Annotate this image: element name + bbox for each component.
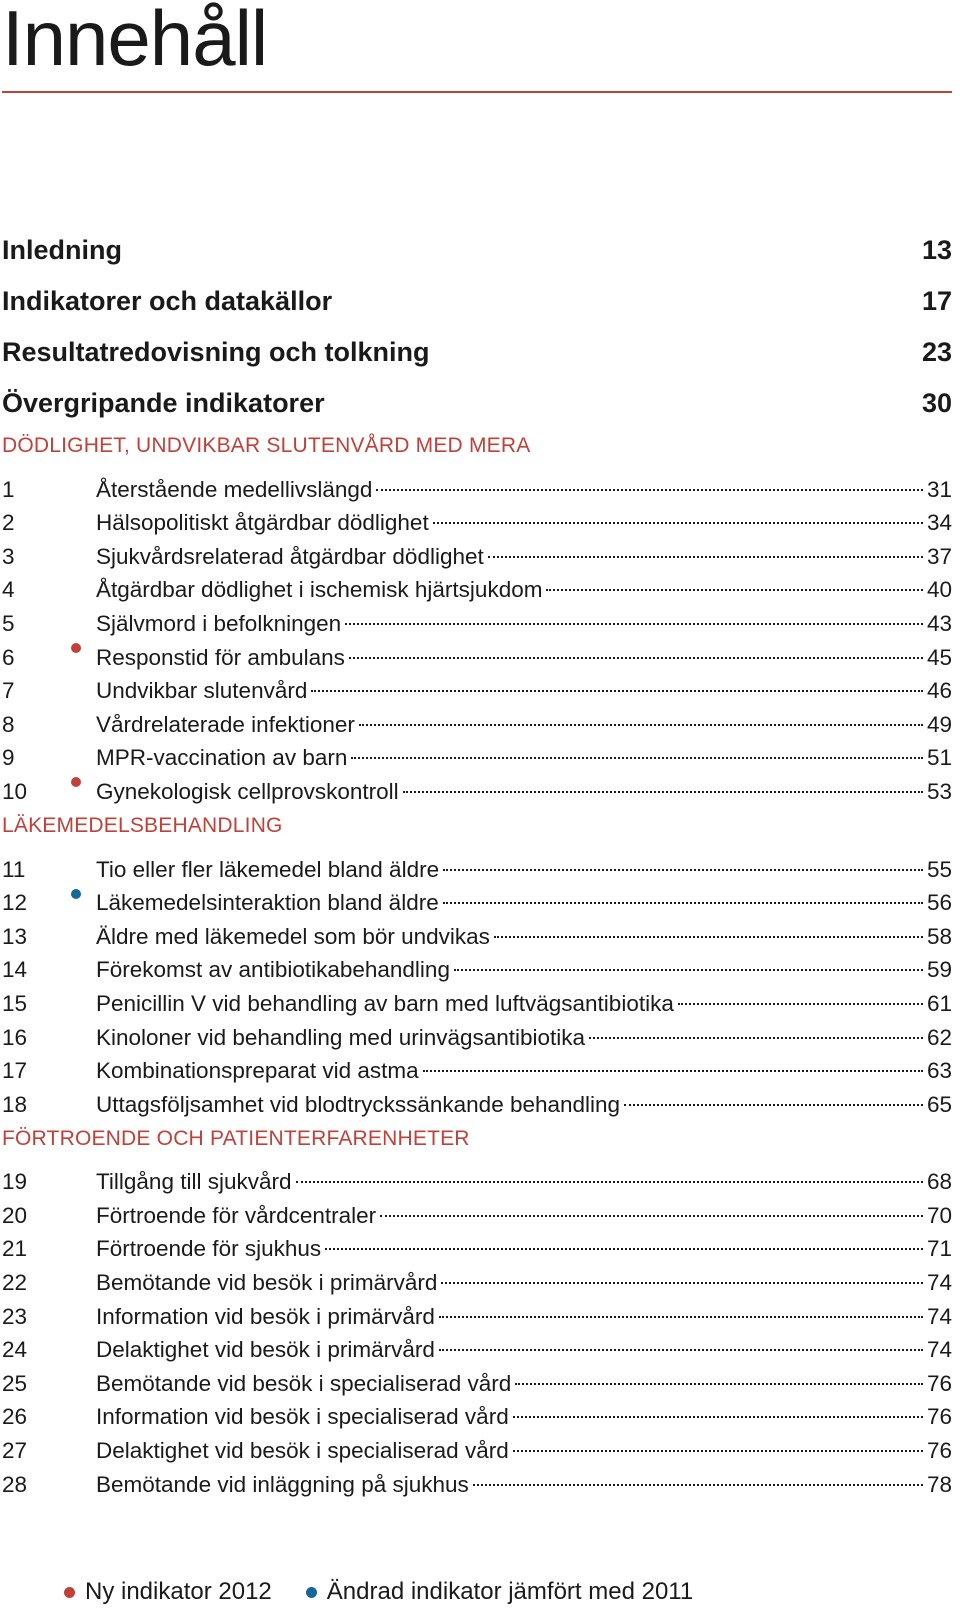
title-divider [2,91,952,93]
toc-entry-label: Kinoloner vid behandling med urinvägsantibiotika [96,1024,586,1050]
dot-leader [473,1484,923,1486]
toc-main-entry-page: 13 [921,235,952,265]
toc-entry-label: Gynekologisk cellprovskontroll [96,778,399,804]
toc-entry-label: Vårdrelaterade infektioner [96,711,355,737]
toc-entry-marker [68,1189,96,1223]
blue-dot-icon [306,1587,317,1598]
dot-leader [311,690,923,692]
section-heading: FÖRTROENDE OCH PATIENTERFARENHETER [2,1126,470,1150]
toc-main-entry-page: 23 [921,337,952,367]
legend-item-changed [306,1580,693,1604]
toc-entry-marker [68,497,96,531]
toc-entry-page: 76 [926,1404,952,1430]
toc-entry-page: 40 [926,577,952,603]
toc-entry-label: Läkemedelsinteraktion bland äldre [96,890,439,916]
main-entries [2,225,952,429]
toc-entry-marker [68,1324,96,1358]
dot-leader [423,1070,923,1072]
toc-entry-number: 21 [2,1236,28,1262]
toc-entry-number: 28 [2,1471,28,1497]
toc-entry-page: 58 [926,923,952,949]
legend-new-label: Ny indikator 2012 [85,1578,272,1605]
new-indicator-dot-icon [71,643,81,653]
toc-entry-number: 7 [2,678,15,704]
toc-entry-marker [68,1078,96,1112]
toc-entry-page: 55 [926,856,952,882]
toc-entry-number: 19 [2,1169,28,1195]
toc-entry[interactable] [2,843,952,882]
section-heading: LÄKEMEDELSBEHANDLING [2,813,283,837]
toc-entry-page: 49 [926,711,952,737]
dot-leader [443,869,923,871]
changed-indicator-dot-icon [71,889,81,899]
dot-leader [439,1349,923,1351]
toc-entry-marker [68,1424,96,1458]
toc-entry-page: 56 [926,890,952,916]
toc-entry-page: 46 [926,678,952,704]
toc-entry-number: 6 [2,644,15,670]
toc-entry-label: Förekomst av antibiotikabehandling [96,957,450,983]
toc-entry-page: 63 [926,1058,952,1084]
toc-entry-label: MPR-vaccination av barn [96,745,348,771]
toc-entry-page: 43 [926,610,952,636]
toc-entry-number: 15 [2,990,28,1016]
dot-leader [345,623,923,625]
toc-entry-number: 23 [2,1303,28,1329]
toc-entry-label: Undvikbar slutenvård [96,678,308,704]
toc-entry-label: Kombinationspreparat vid astma [96,1058,419,1084]
toc-sections [2,429,952,1497]
table-of-contents [2,225,952,1497]
toc-entry-number: 22 [2,1270,28,1296]
toc-entry-page: 65 [926,1091,952,1117]
toc-entry-marker [68,1290,96,1324]
dot-leader [403,791,923,793]
toc-entry-label: Äldre med läkemedel som bör undvikas [96,923,490,949]
toc-entry-number: 16 [2,1024,28,1050]
toc-main-entry-label: Indikatorer och datakällor [2,286,333,316]
dot-leader [433,522,923,524]
toc-entry-number: 4 [2,577,15,603]
dot-leader [589,1037,923,1039]
toc-entry-label: Tillgång till sjukvård [96,1169,292,1195]
toc-main-entry-label: Resultatredovisning och tolkning [2,337,430,367]
toc-main-entry[interactable] [2,378,952,429]
toc-entry-number: 13 [2,923,28,949]
toc-entry-number: 3 [2,543,15,569]
dot-leader [513,1416,923,1418]
dot-leader [349,657,923,659]
toc-entry-marker [68,463,96,497]
toc-main-entry[interactable] [2,327,952,378]
toc-entry-page: 45 [926,644,952,670]
toc-main-entry-page: 30 [921,388,952,418]
toc-entry-marker [68,1156,96,1190]
toc-entry-page: 37 [926,543,952,569]
toc-main-entry[interactable] [2,225,952,276]
toc-entry-marker [68,910,96,944]
toc-entry-label: Responstid för ambulans [96,644,345,670]
toc-entry-marker [68,1357,96,1391]
toc-entry-label: Tio eller fler läkemedel bland äldre [96,856,440,882]
toc-entry[interactable] [2,463,952,502]
toc-entry-marker [68,665,96,699]
toc-entry-number: 25 [2,1370,28,1396]
toc-entry-number: 18 [2,1091,28,1117]
section-heading: DÖDLIGHET, UNDVIKBAR SLUTENVÅRD MED MERA [2,434,531,457]
toc-entry-label: Bemötande vid besök i primärvård [96,1270,438,1296]
toc-main-entry-label: Övergripande indikatorer [2,388,325,418]
toc-entry-label: Förtroende för vårdcentraler [96,1202,377,1228]
toc-entry-label: Information vid besök i specialiserad vård [96,1404,509,1430]
dot-leader [441,1282,923,1284]
toc-entry-marker [68,765,96,799]
dot-leader [351,757,923,759]
toc-entry-marker [68,1045,96,1079]
dot-leader [488,556,923,558]
dot-leader [296,1181,923,1183]
toc-entry-page: 74 [926,1270,952,1296]
dot-leader [515,1383,923,1385]
toc-main-entry[interactable] [2,276,952,327]
toc-entry-number: 5 [2,610,15,636]
toc-entry-marker [68,1011,96,1045]
toc-entry-marker [68,530,96,564]
toc-entry-number: 14 [2,957,28,983]
dot-leader [454,969,923,971]
toc-entry-label: Information vid besök i primärvård [96,1303,435,1329]
toc-entry-number: 10 [2,778,28,804]
toc-entry-page: 62 [926,1024,952,1050]
toc-entry-marker [68,698,96,732]
dot-leader [494,936,923,938]
toc-entry-page: 59 [926,957,952,983]
toc-entry-label: Delaktighet vid besök i specialiserad vård [96,1438,509,1464]
dot-leader [624,1104,923,1106]
dot-leader [376,489,923,491]
toc-entry-label: Bemötande vid inläggning på sjukhus [96,1471,469,1497]
toc-entry-label: Penicillin V vid behandling av barn med luftvägsantibiotika [96,990,674,1016]
dot-leader [325,1248,923,1250]
toc-entry-number: 2 [2,510,15,536]
toc-entry-label: Sjukvårdsrelaterad åtgärdbar dödlighet [96,543,484,569]
toc-entry-label: Återstående medellivslängd [96,476,373,502]
toc-entry-label: Bemötande vid besök i specialiserad vård [96,1370,512,1396]
toc-entry-marker [68,564,96,598]
toc-entry-marker [68,631,96,665]
toc-entry-number: 27 [2,1438,28,1464]
toc-entry-page: 76 [926,1370,952,1396]
toc-entry[interactable] [2,1156,952,1195]
dot-leader [513,1450,923,1452]
toc-entry-page: 34 [926,510,952,536]
toc-main-entry-page: 17 [921,286,952,316]
toc-entry-page: 74 [926,1337,952,1363]
toc-entry-number: 20 [2,1202,28,1228]
red-dot-icon [64,1587,75,1598]
toc-entry-marker [68,1223,96,1257]
toc-entry-number: 26 [2,1404,28,1430]
dot-leader [546,589,923,591]
dot-leader [380,1215,923,1217]
toc-entry-label: Självmord i befolkningen [96,610,342,636]
toc-entry-number: 1 [2,476,15,502]
dot-leader [678,1003,923,1005]
toc-entry-page: 31 [926,476,952,502]
toc-entry-marker [68,597,96,631]
toc-entry-marker [68,732,96,766]
toc-entry-page: 78 [926,1471,952,1497]
dot-leader [359,724,923,726]
toc-entry-page: 74 [926,1303,952,1329]
toc-entry-number: 12 [2,890,28,916]
toc-entry-number: 24 [2,1337,28,1363]
page-title: Innehåll [2,0,268,82]
toc-entry-number: 17 [2,1058,28,1084]
toc-entry-marker [68,877,96,911]
toc-entry-label: Uttagsföljsamhet vid blodtryckssänkande behandling [96,1091,621,1117]
toc-entry-page: 71 [926,1236,952,1262]
toc-main-entry-label: Inledning [2,235,122,265]
toc-entry-marker [68,1256,96,1290]
toc-entry-page: 70 [926,1202,952,1228]
toc-entry-number: 9 [2,745,15,771]
toc-entry-page: 53 [926,778,952,804]
toc-entry-page: 68 [926,1169,952,1195]
toc-entry-marker [68,944,96,978]
toc-entry-page: 61 [926,990,952,1016]
toc-entry-label: Förtroende för sjukhus [96,1236,322,1262]
dot-leader [443,902,923,904]
toc-entry-number: 11 [2,856,26,882]
toc-entry-marker [68,1391,96,1425]
toc-entry-label: Delaktighet vid besök i primärvård [96,1337,435,1363]
toc-entry-marker [68,977,96,1011]
toc-entry-marker [68,843,96,877]
new-indicator-dot-icon [71,777,81,787]
toc-entry-label: Hälsopolitiskt åtgärdbar dödlighet [96,510,429,536]
dot-leader [439,1316,923,1318]
toc-entry-number: 8 [2,711,15,737]
toc-entry-marker [68,1458,96,1492]
toc-entry-page: 51 [926,745,952,771]
legend [64,1580,727,1604]
toc-entry-page: 76 [926,1438,952,1464]
legend-changed-label: Ändrad indikator jämfört med 2011 [326,1578,694,1605]
legend-item-new [64,1580,272,1604]
toc-entry-label: Åtgärdbar dödlighet i ischemisk hjärtsjukdom [96,577,543,603]
